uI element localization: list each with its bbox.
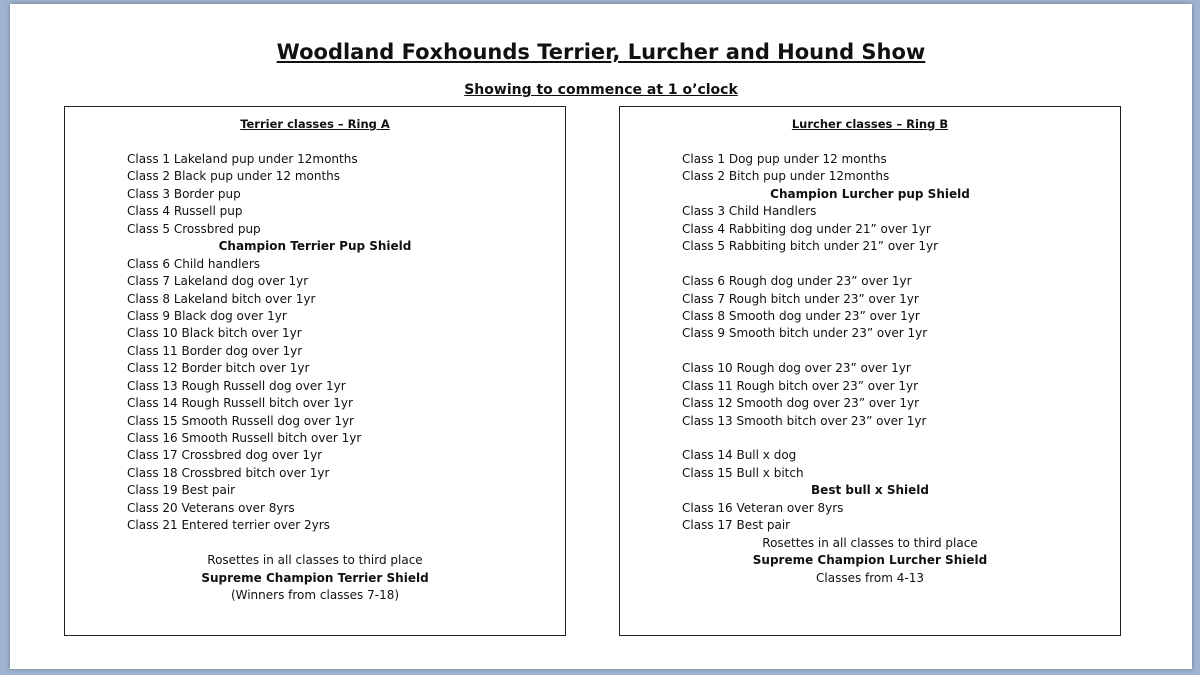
ring-b-box [619, 106, 1121, 636]
award-line: Champion Lurcher pup Shield [770, 186, 970, 201]
spacer [620, 430, 1120, 447]
class-entry: Class 16 Veteran over 8yrs [682, 500, 844, 515]
class-entry: Class 6 Child handlers [127, 256, 261, 271]
class-entry: Class 6 Rough dog under 23” over 1yr [682, 274, 912, 289]
award-line: Supreme Champion Terrier Shield [201, 570, 429, 585]
class-entry: Class 2 Bitch pup under 12months [682, 169, 890, 184]
class-entry: Class 11 Rough bitch over 23” over 1yr [682, 378, 919, 393]
ring-b-class-list [620, 151, 1120, 587]
class-entry: Class 8 Smooth dog under 23” over 1yr [682, 308, 920, 323]
class-entry: Class 1 Dog pup under 12 months [682, 152, 887, 166]
note-line: Rosettes in all classes to third place [207, 553, 423, 568]
class-entry: Class 5 Crossbred pup [127, 221, 261, 236]
class-entry: Class 14 Rough Russell bitch over 1yr [127, 396, 353, 411]
class-entry: Class 4 Rabbiting dog under 21” over 1yr [682, 221, 931, 236]
class-entry: Class 12 Border bitch over 1yr [127, 361, 310, 376]
class-entry: Class 9 Black dog over 1yr [127, 308, 287, 323]
class-entry: Class 21 Entered terrier over 2yrs [127, 518, 330, 533]
ring-a-class-list [65, 151, 565, 604]
page-subtitle: Showing to commence at 1 o’clock [464, 82, 738, 98]
class-entry: Class 13 Rough Russell dog over 1yr [127, 378, 346, 393]
class-entry: Class 17 Best pair [682, 518, 791, 533]
class-entry: Class 4 Russell pup [127, 204, 243, 219]
award-line: Champion Terrier Pup Shield [218, 239, 412, 254]
document-page [10, 4, 1192, 669]
spacer [620, 343, 1120, 360]
class-entry: Class 10 Rough dog over 23” over 1yr [682, 361, 911, 376]
award-line: Supreme Champion Lurcher Shield [752, 553, 988, 568]
class-entry: Class 17 Crossbred dog over 1yr [127, 448, 323, 463]
class-entry: Class 13 Smooth bitch over 23” over 1yr [682, 413, 927, 428]
award-line: Best bull x Shield [811, 483, 929, 498]
ring-b-heading: Lurcher classes – Ring B [791, 117, 949, 131]
class-entry: Class 2 Black pup under 12 months [127, 169, 341, 184]
page-title: Woodland Foxhounds Terrier, Lurcher and Hound Show [276, 40, 926, 64]
class-entry: Class 16 Smooth Russell bitch over 1yr [127, 431, 362, 445]
class-entry: Class 9 Smooth bitch under 23” over 1yr [682, 326, 928, 341]
class-entry: Class 12 Smooth dog over 23” over 1yr [682, 396, 920, 411]
class-entry: Class 8 Lakeland bitch over 1yr [127, 291, 316, 306]
class-entry: Class 3 Border pup [127, 186, 241, 201]
class-entry: Class 5 Rabbiting bitch under 21” over 1yr [682, 239, 939, 254]
class-entry: Class 11 Border dog over 1yr [127, 343, 303, 358]
spacer [65, 535, 565, 552]
note-line: (Winners from classes 7-18) [230, 587, 400, 602]
class-entry: Class 14 Bull x dog [682, 448, 797, 463]
class-entry: Class 18 Crossbred bitch over 1yr [127, 465, 330, 480]
class-entry: Class 1 Lakeland pup under 12months [127, 152, 358, 166]
class-entry: Class 7 Lakeland dog over 1yr [127, 274, 309, 289]
class-entry: Class 20 Veterans over 8yrs [127, 500, 295, 515]
class-entry: Class 19 Best pair [127, 483, 236, 498]
ring-a-box [64, 106, 566, 636]
spacer [620, 256, 1120, 273]
note-line: Classes from 4-13 [816, 570, 924, 585]
class-entry: Class 10 Black bitch over 1yr [127, 326, 302, 341]
class-entry: Class 3 Child Handlers [682, 204, 817, 219]
class-entry: Class 7 Rough bitch under 23” over 1yr [682, 291, 919, 306]
class-entry: Class 15 Smooth Russell dog over 1yr [127, 413, 354, 428]
class-entry: Class 15 Bull x bitch [682, 465, 804, 480]
note-line: Rosettes in all classes to third place [762, 535, 978, 550]
ring-a-heading: Terrier classes – Ring A [240, 117, 390, 131]
